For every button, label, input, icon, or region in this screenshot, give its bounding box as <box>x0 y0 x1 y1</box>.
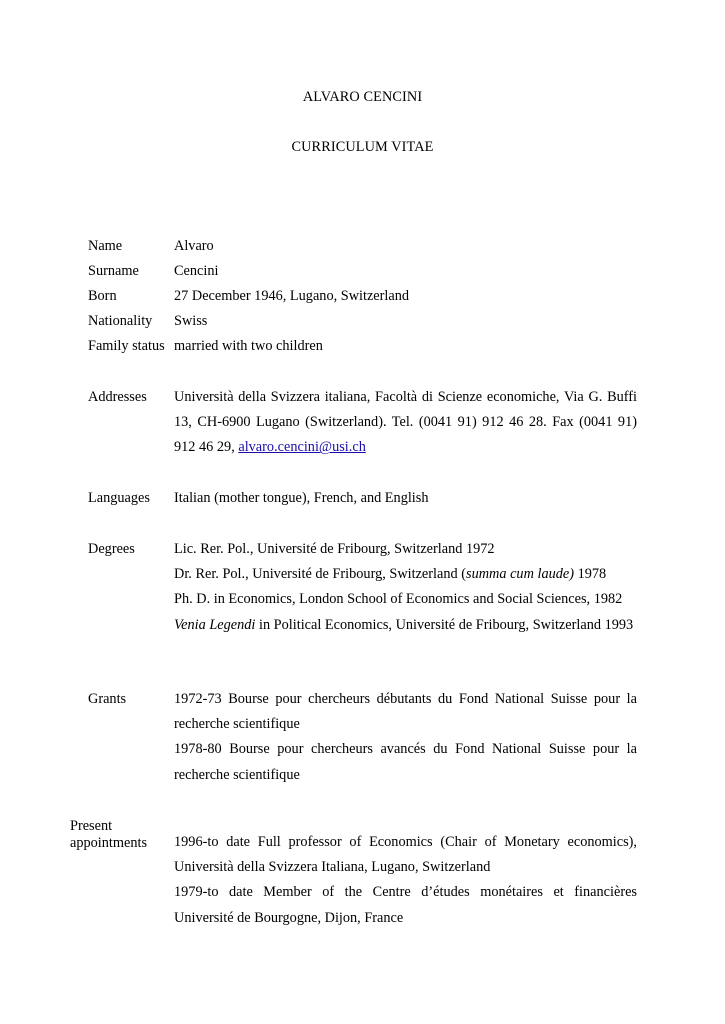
grant-item: 1972-73 Bourse pour chercheurs débutants du Fond National Suisse pour la recherche scientifique <box>174 691 637 733</box>
degree-year: 1978 <box>574 566 607 583</box>
degree-item: Ph. D. in Economics, London School of Economics and Social Sciences, 1982 <box>174 591 623 608</box>
appointment-item: 1996-to date Full professor of Economics (Chair of Monetary economics), Università della Svizzera Italiana, Lugano, Switzerland <box>174 834 637 876</box>
degree-title-italic: Venia Legendi <box>174 616 256 633</box>
degree-item: Lic. Rer. Pol., Université de Fribourg, Switzerland 1972 <box>174 541 495 557</box>
nationality-value: Swiss <box>174 313 208 329</box>
surname-label: Surname <box>88 263 139 279</box>
address-text: Università della Svizzera italiana, Facoltà di Scienze economiche, Via G. Buffi 13, CH-6900 Lugano (Switzerland). Tel. (0041 91) 912 46 28. Fax (0041 91) 912 46 29, <box>174 389 637 456</box>
name-label: Name <box>88 238 123 254</box>
grants-label: Grants <box>88 691 127 707</box>
appointments-list <box>174 830 637 931</box>
addresses-value <box>174 385 637 461</box>
family-status-value: married with two children <box>174 338 323 354</box>
degree-text: Dr. Rer. Pol., Université de Fribourg, Switzerland ( <box>174 566 466 583</box>
person-name-heading: ALVARO CENCINI <box>302 89 423 105</box>
addresses-label: Addresses <box>88 389 147 405</box>
grants-list <box>174 687 637 788</box>
email-link[interactable]: alvaro.cencini@usi.ch <box>238 439 366 456</box>
appointments-label-line1: Present <box>70 818 113 834</box>
degrees-label: Degrees <box>88 541 135 557</box>
languages-value: Italian (mother tongue), French, and English <box>174 490 429 506</box>
degree-text: in Political Economics, Université de Fribourg, Switzerland 1993 <box>255 616 634 633</box>
degrees-list <box>174 537 637 638</box>
nationality-label: Nationality <box>88 313 153 329</box>
degree-honours: summa cum laude) <box>466 566 575 583</box>
born-label: Born <box>88 288 117 304</box>
surname-value: Cencini <box>174 263 219 279</box>
address-paragraph <box>174 385 637 461</box>
degree-item <box>174 613 637 638</box>
family-status-label: Family status <box>88 338 165 354</box>
document-title: CURRICULUM VITAE <box>291 139 434 155</box>
name-value: Alvaro <box>174 238 214 254</box>
languages-label: Languages <box>88 490 150 506</box>
degree-item <box>174 562 637 587</box>
born-value: 27 December 1946, Lugano, Switzerland <box>174 288 410 304</box>
appointments-label-line2: appointments <box>70 835 148 851</box>
grant-item: 1978-80 Bourse pour chercheurs avancés du Fond National Suisse pour la recherche scientifique <box>174 741 637 783</box>
appointment-item: 1979-to date Member of the Centre d’études monétaires et financières Université de Bourgogne, Dijon, France <box>174 884 637 926</box>
